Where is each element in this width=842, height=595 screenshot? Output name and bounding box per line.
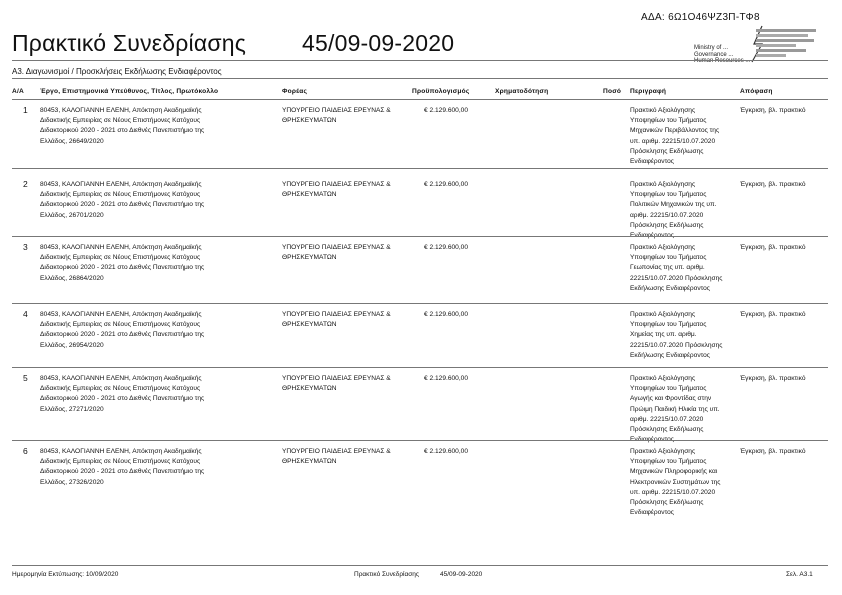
row-number: 4	[23, 309, 28, 319]
description-line: Ηλεκτρονικών Συστημάτων της	[630, 478, 721, 486]
agency-line: ΘΡΗΣΚΕΥΜΑΤΩΝ	[282, 191, 337, 199]
agency-line: ΘΡΗΣΚΕΥΜΑΤΩΝ	[282, 458, 337, 466]
description-cell	[630, 106, 719, 167]
budget-cell: € 2.129.600,00	[424, 244, 468, 251]
budget-cell: € 2.129.600,00	[424, 375, 468, 382]
description-line: Εκδήλωσης Ενδιαφέροντος	[630, 351, 710, 359]
row-divider	[12, 168, 828, 169]
project-line: 80453, ΚΑΛΟΓΙΑΝΝΗ ΕΛΕΝΗ, Απόκτηση Ακαδημαϊκής	[40, 448, 202, 455]
ministry-name: Ministry of ... Governance ... Human Resources ...	[694, 45, 751, 64]
col-header-description: Περιγραφή	[630, 88, 667, 95]
budget-cell: € 2.129.600,00	[424, 311, 468, 318]
project-line: Διδακτικής Εμπειρίας σε Νέους Επιστήμονες Κατόχους	[40, 321, 201, 329]
section-divider	[12, 78, 828, 79]
project-cell	[40, 106, 204, 147]
project-line: Διδακτικής Εμπειρίας σε Νέους Επιστήμονες Κατόχους	[40, 191, 201, 199]
agency-line: ΥΠΟΥΡΓΕΙΟ ΠΑΙΔΕΙΑΣ ΕΡΕΥΝΑΣ &	[282, 448, 391, 455]
description-line: Εκδήλωσης Ενδιαφέροντος	[630, 284, 710, 292]
meeting-number-date: 45/09-09-2020	[302, 30, 455, 56]
description-line: αριθμ. 22215/10.07.2020	[630, 415, 704, 423]
description-line: Μηχανικών Πληροφορικής και	[630, 468, 718, 476]
col-header-aa: Α/Α	[12, 88, 24, 95]
col-header-agency: Φορέας	[282, 88, 308, 95]
description-cell	[630, 243, 722, 294]
description-line: Ενδιαφέροντος	[630, 158, 674, 166]
project-line: Διδακτορικού 2020 - 2021 στο Διεθνές Πανεπιστήμιο της	[40, 468, 205, 476]
description-line: υπ. αριθμ. 22215/10.07.2020	[630, 137, 716, 145]
agency-line: ΥΠΟΥΡΓΕΙΟ ΠΑΙΔΕΙΑΣ ΕΡΕΥΝΑΣ &	[282, 375, 391, 382]
project-line: Ελλάδος, 27271/2020	[40, 405, 104, 413]
description-line: Υποψηφίων του Τμήματος	[630, 385, 707, 393]
description-line: Μηχανικών Περιβάλλοντος της	[630, 127, 720, 135]
page-title: Πρακτικό Συνεδρίασης	[12, 30, 246, 56]
description-line: Υποψηφίων του Τμήματος	[630, 117, 707, 125]
project-line: Διδακτικής Εμπειρίας σε Νέους Επιστήμονες Κατόχους	[40, 385, 201, 393]
description-line: 22215/10.07.2020 Πρόσκλησης	[630, 341, 723, 349]
agency-line: ΥΠΟΥΡΓΕΙΟ ΠΑΙΔΕΙΑΣ ΕΡΕΥΝΑΣ &	[282, 107, 391, 114]
agency-line: ΥΠΟΥΡΓΕΙΟ ΠΑΙΔΕΙΑΣ ΕΡΕΥΝΑΣ &	[282, 244, 391, 251]
project-cell	[40, 243, 204, 284]
budget-cell: € 2.129.600,00	[424, 448, 468, 455]
project-line: Διδακτικής Εμπειρίας σε Νέους Επιστήμονες Κατόχους	[40, 458, 201, 466]
description-line: Χημείας της υπ. αριθμ.	[630, 331, 697, 339]
description-line: Υποψηφίων του Τμήματος	[630, 321, 707, 329]
decision-cell: Έγκριση, βλ. πρακτικό	[740, 311, 806, 318]
description-line: Πολιτικών Μηχανικών της υπ.	[630, 201, 717, 209]
project-line: Διδακτορικού 2020 - 2021 στο Διεθνές Πανεπιστήμιο της	[40, 127, 205, 135]
decision-cell: Έγκριση, βλ. πρακτικό	[740, 375, 806, 382]
agency-line: ΘΡΗΣΚΕΥΜΑΤΩΝ	[282, 321, 337, 329]
description-line: υπ. αριθμ. 22215/10.07.2020	[630, 488, 716, 496]
description-line: Πρόσκλησης Εκδήλωσης	[630, 147, 704, 155]
decision-cell: Έγκριση, βλ. πρακτικό	[740, 107, 806, 114]
title-divider	[12, 60, 828, 61]
description-line: Πρακτικό Αξιολόγησης	[630, 107, 696, 114]
table-header-divider	[12, 99, 828, 100]
agency-line: ΥΠΟΥΡΓΕΙΟ ΠΑΙΔΕΙΑΣ ΕΡΕΥΝΑΣ &	[282, 311, 391, 318]
project-line: 80453, ΚΑΛΟΓΙΑΝΝΗ ΕΛΕΝΗ, Απόκτηση Ακαδημαϊκής	[40, 181, 202, 188]
description-line: Πρόσκλησης Εκδήλωσης	[630, 221, 704, 229]
project-line: 80453, ΚΑΛΟΓΙΑΝΝΗ ΕΛΕΝΗ, Απόκτηση Ακαδημαϊκής	[40, 311, 202, 318]
row-number: 6	[23, 446, 28, 456]
row-divider	[12, 303, 828, 304]
description-line: Ενδιαφέροντος	[630, 509, 674, 517]
project-line: 80453, ΚΑΛΟΓΙΑΝΝΗ ΕΛΕΝΗ, Απόκτηση Ακαδημαϊκής	[40, 375, 202, 382]
col-header-funding: Χρηματοδότηση	[495, 88, 549, 95]
description-line: 22215/10.07.2020 Πρόσκλησης	[630, 274, 723, 282]
budget-cell: € 2.129.600,00	[424, 181, 468, 188]
description-line: Αγωγής και Φροντίδας στην	[630, 395, 712, 403]
footer-meeting-date: 45/09-09-2020	[440, 571, 483, 578]
agency-cell	[282, 243, 391, 263]
agency-line: ΘΡΗΣΚΕΥΜΑΤΩΝ	[282, 117, 337, 125]
row-divider	[12, 236, 828, 237]
project-line: Διδακτορικού 2020 - 2021 στο Διεθνές Πανεπιστήμιο της	[40, 201, 205, 209]
col-header-amount: Ποσό	[603, 88, 622, 95]
description-line: Ενδιαφέροντος	[630, 232, 674, 240]
project-line: Ελλάδος, 26864/2020	[40, 274, 104, 282]
project-line: Διδακτικής Εμπειρίας σε Νέους Επιστήμονες Κατόχους	[40, 117, 201, 125]
description-line: Πρόσκλησης Εκδήλωσης	[630, 499, 704, 507]
agency-line: ΥΠΟΥΡΓΕΙΟ ΠΑΙΔΕΙΑΣ ΕΡΕΥΝΑΣ &	[282, 181, 391, 188]
description-line: Γεωπονίας της υπ. αριθμ.	[630, 264, 705, 272]
description-line: Ενδιαφέροντος	[630, 436, 674, 444]
description-cell	[630, 180, 716, 241]
decision-cell: Έγκριση, βλ. πρακτικό	[740, 244, 806, 251]
project-cell	[40, 374, 204, 415]
ministry-logo	[693, 24, 825, 80]
section-heading: Α3. Διαγωνισμοί / Προσκλήσεις Εκδήλωσης Ενδιαφέροντος	[12, 67, 222, 76]
decision-cell: Έγκριση, βλ. πρακτικό	[740, 448, 806, 455]
description-line: Πρακτικό Αξιολόγησης	[630, 311, 696, 318]
project-line: Διδακτορικού 2020 - 2021 στο Διεθνές Πανεπιστήμιο της	[40, 331, 205, 339]
row-number: 1	[23, 105, 28, 115]
project-line: Ελλάδος, 27326/2020	[40, 478, 104, 486]
row-number: 5	[23, 373, 28, 383]
description-line: Υποψηφίων του Τμήματος	[630, 458, 707, 466]
col-header-decision: Απόφαση	[740, 88, 773, 95]
agency-cell	[282, 310, 391, 330]
row-number: 3	[23, 242, 28, 252]
description-cell	[630, 310, 722, 361]
logo-fine-print	[756, 27, 824, 59]
decision-cell: Έγκριση, βλ. πρακτικό	[740, 181, 806, 188]
project-cell	[40, 447, 204, 488]
row-divider	[12, 440, 828, 441]
project-line: Διδακτικής Εμπειρίας σε Νέους Επιστήμονες Κατόχους	[40, 254, 201, 262]
description-cell	[630, 374, 720, 445]
project-line: Ελλάδος, 26649/2020	[40, 137, 104, 145]
description-line: Πρακτικό Αξιολόγησης	[630, 375, 696, 382]
description-line: Πρώιμη Παιδική Ηλικία της υπ.	[630, 405, 720, 413]
description-cell	[630, 447, 720, 518]
row-divider	[12, 367, 828, 368]
agency-line: ΘΡΗΣΚΕΥΜΑΤΩΝ	[282, 254, 337, 262]
project-line: Διδακτορικού 2020 - 2021 στο Διεθνές Πανεπιστήμιο της	[40, 395, 205, 403]
agency-cell	[282, 447, 391, 467]
project-line: 80453, ΚΑΛΟΓΙΑΝΝΗ ΕΛΕΝΗ, Απόκτηση Ακαδημαϊκής	[40, 244, 202, 251]
footer-divider	[12, 565, 828, 566]
project-line: Διδακτορικού 2020 - 2021 στο Διεθνές Πανεπιστήμιο της	[40, 264, 205, 272]
print-date: Ημερομηνία Εκτύπωσης: 10/09/2020	[12, 571, 119, 578]
ada-code: ΑΔΑ: 6Ω1Ο46ΨΖ3Π-ΤΦ8	[641, 12, 760, 23]
agency-line: ΘΡΗΣΚΕΥΜΑΤΩΝ	[282, 385, 337, 393]
row-number: 2	[23, 179, 28, 189]
col-header-budget: Προϋπολογισμός	[412, 88, 470, 95]
description-line: αριθμ. 22215/10.07.2020	[630, 211, 704, 219]
project-cell	[40, 310, 204, 351]
description-line: Υποψηφίων του Τμήματος	[630, 254, 707, 262]
description-line: Πρακτικό Αξιολόγησης	[630, 448, 696, 455]
agency-cell	[282, 180, 391, 200]
description-line: Υποψηφίων του Τμήματος	[630, 191, 707, 199]
agency-cell	[282, 106, 391, 126]
col-header-project: Έργο, Επιστημονικά Υπεύθυνος, Τίτλος, Πρωτόκολλο	[40, 88, 219, 95]
agency-cell	[282, 374, 391, 394]
project-line: Ελλάδος, 26701/2020	[40, 211, 104, 219]
project-cell	[40, 180, 204, 221]
project-line: 80453, ΚΑΛΟΓΙΑΝΝΗ ΕΛΕΝΗ, Απόκτηση Ακαδημαϊκής	[40, 107, 202, 114]
page-number: Σελ. Α3.1	[786, 571, 813, 578]
description-line: Πρόσκλησης Εκδήλωσης	[630, 426, 704, 434]
budget-cell: € 2.129.600,00	[424, 107, 468, 114]
footer-title: Πρακτικό Συνεδρίασης	[354, 571, 419, 578]
description-line: Πρακτικό Αξιολόγησης	[630, 181, 696, 188]
project-line: Ελλάδος, 26954/2020	[40, 341, 104, 349]
description-line: Πρακτικό Αξιολόγησης	[630, 244, 696, 251]
